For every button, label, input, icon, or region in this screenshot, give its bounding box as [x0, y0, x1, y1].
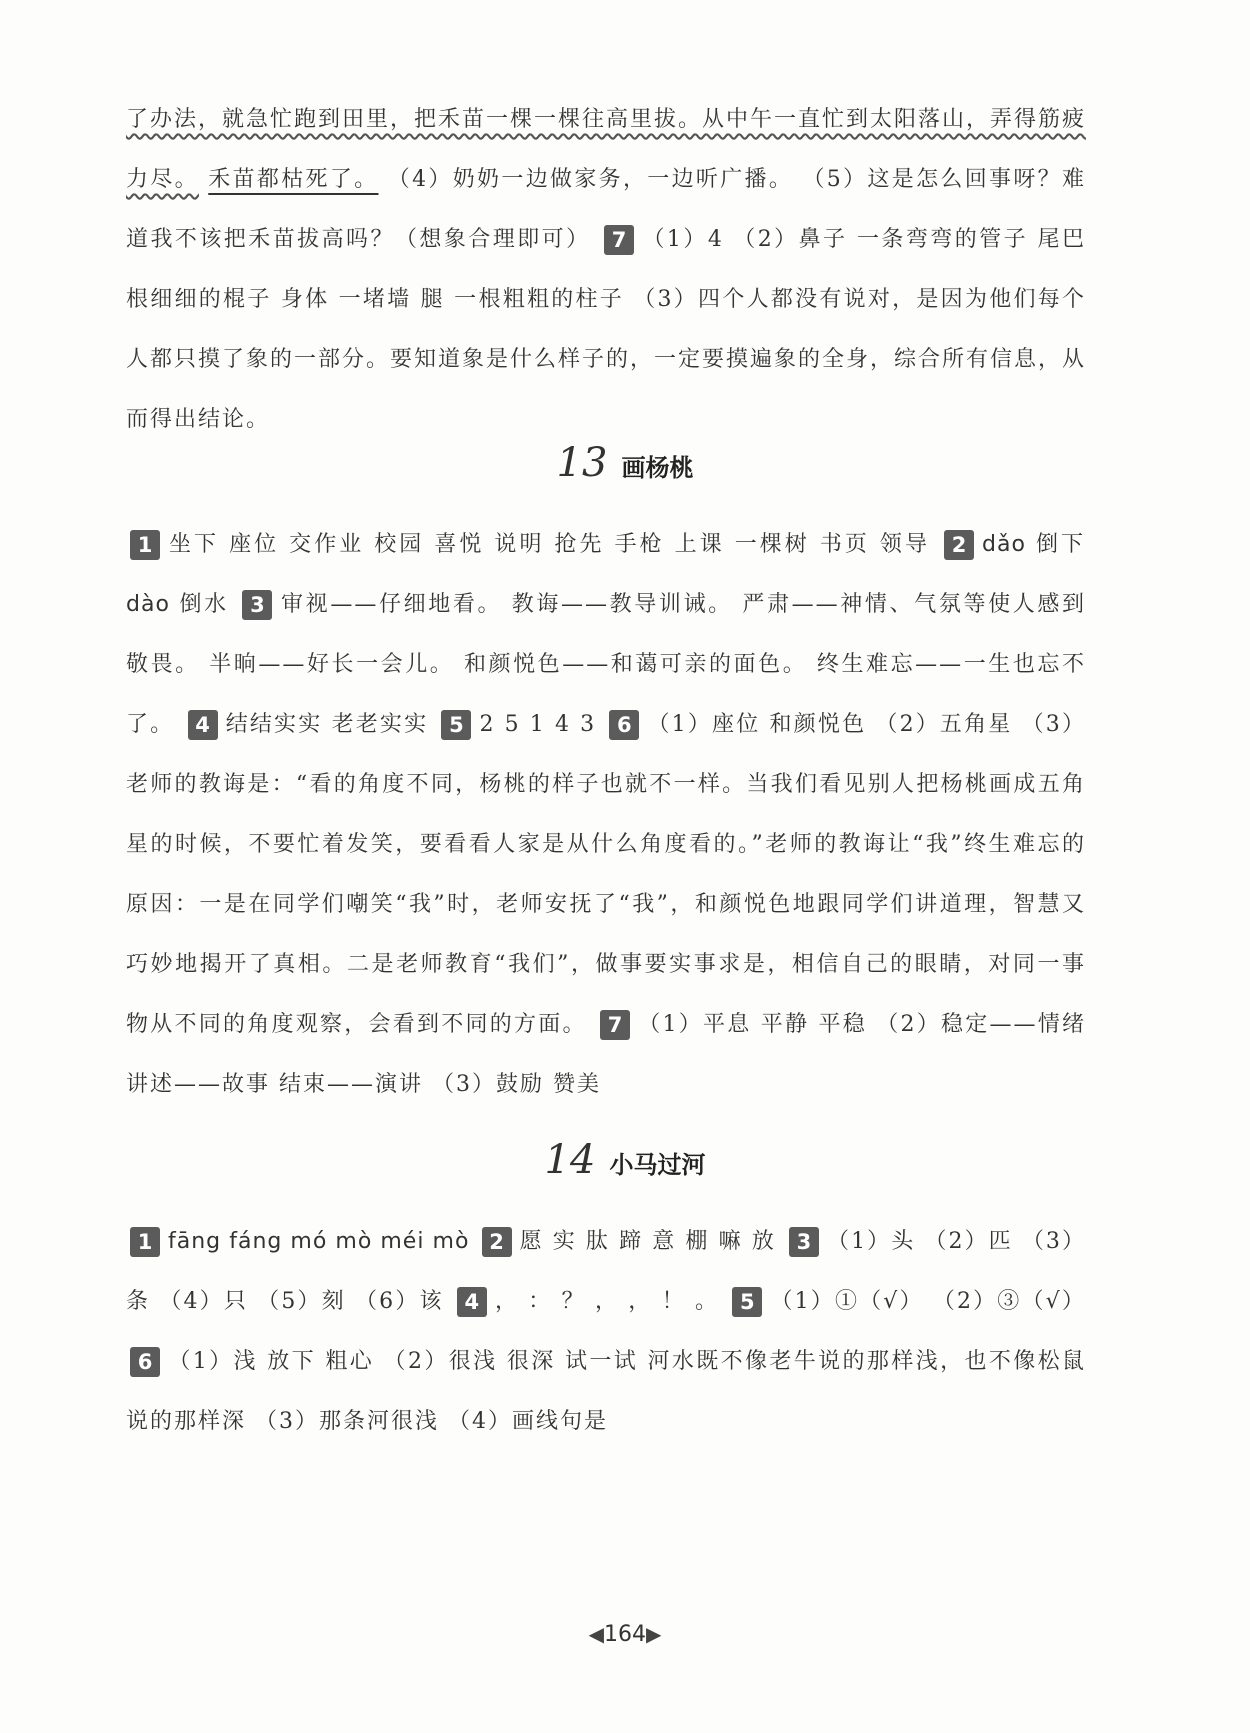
page-number-text: 164	[604, 1622, 646, 1647]
lesson-13-heading	[0, 440, 1250, 486]
question-number-badge: 7	[604, 225, 634, 255]
answer-text: 倒下	[1025, 532, 1086, 557]
pinyin-text: fāng fáng mó mò méi mò	[168, 1229, 478, 1254]
right-arrow-icon: ▶	[646, 1622, 662, 1646]
lesson-number: 13	[556, 440, 608, 486]
pinyin-text: dǎo	[982, 532, 1026, 557]
lesson-13-paragraph	[126, 515, 1086, 1115]
pinyin-text: dào	[126, 592, 170, 617]
underlined-text: 禾苗都枯死了。	[208, 167, 379, 192]
wavy-underlined-text: 了办法，就急忙跑到田里，把禾苗一棵一棵往高里拔。从中午一直忙到太阳落山，弄得筋疲力尽。	[126, 107, 1087, 192]
left-arrow-icon: ◀	[588, 1622, 604, 1646]
answer-text: （1）①（√） （2）③（√）	[770, 1289, 1086, 1314]
lesson-14-paragraph	[126, 1212, 1086, 1452]
lesson-13-answers	[126, 515, 1086, 1115]
lesson-title: 画杨桃	[621, 453, 694, 482]
answer-text: 坐下 座位 交作业 校园 喜悦 说明 抢先 手枪 上课 一棵树 书页 领导	[168, 532, 930, 557]
question-number-badge: 6	[609, 710, 639, 740]
answer-text: ， ： ？ ， ， ！ 。	[494, 1289, 720, 1314]
question-number-badge: 5	[441, 710, 471, 740]
answer-text: 2 5 1 4 3	[479, 712, 606, 737]
question-number-badge: 6	[130, 1347, 160, 1377]
answer-text: （1）浅 放下 粗心 （2）很浅 很深 试一试 河水既不像老牛说的那样浅，也不像松鼠说的那样深 （3）那条河很浅 （4）画线句是	[126, 1349, 1086, 1434]
lesson-14-answers	[126, 1212, 1086, 1452]
question-number-badge: 7	[600, 1010, 630, 1040]
question-number-badge: 3	[789, 1227, 819, 1257]
answer-text: 审视——仔细地看。 教诲——教导训诫。 严肃——神情、气氛等使人感到敬畏。 半晌——好长一会儿。 和颜悦色——和蔼可亲的面色。 终生难忘——一生也忘不了。	[126, 592, 1086, 737]
question-number-badge: 3	[242, 590, 272, 620]
answer-text: （1）座位 和颜悦色 （2）五角星 （3）老师的教诲是：“看的角度不同，杨桃的样子也就不一样。当我们看见别人把杨桃画成五角星的时候，不要忙着发笑，要看看人家是从什么角度看的。”老师的教诲让“我”终生难忘的原因：一是在同学们嘲笑“我”时，老师安抚了“我”，和颜悦色地跟同学们讲道理，智慧又巧妙地揭开了真相。二是老师教育“我们”，做事要实事求是，相信自己的眼睛，对同一事物从不同的角度观察，会看到不同的方面。	[126, 712, 1086, 1037]
prev-lesson-paragraph	[126, 90, 1086, 450]
answer-text: 愿 实 肽 蹄 意 棚 嘛 放	[519, 1229, 776, 1254]
answer-text: （4）奶奶一边做家务，一边听广播。 （5）这是怎么回事呀？难道我不该把禾苗拔高吗？（想象合理即可）	[126, 167, 1086, 252]
answer-text: 倒水	[169, 592, 239, 617]
question-number-badge: 1	[130, 1227, 160, 1257]
answer-text: 结结实实 老老实实	[225, 712, 438, 737]
answer-text: （1）4 （2）鼻子 一条弯弯的管子 尾巴 根细细的棍子 身体 一堵墙 腿 一根粗粗的柱子 （3）四个人都没有说对，是因为他们每个人都只摸了象的一部分。要知道象是什么样子的，一定要摸遍象的全身，综合所有信息，从而得出结论。	[126, 227, 1087, 432]
question-number-badge: 4	[457, 1287, 487, 1317]
answer-text: （1）平息 平静 平稳 （2）稳定——情绪 讲述——故事 结束——演讲 （3）鼓励 赞美	[126, 1012, 1086, 1097]
question-number-badge: 1	[130, 530, 160, 560]
question-number-badge: 5	[732, 1287, 762, 1317]
prev-lesson-answers	[126, 90, 1086, 450]
page-number	[0, 1622, 1250, 1647]
question-number-badge: 2	[944, 530, 974, 560]
question-number-badge: 2	[482, 1227, 512, 1257]
answer-text: （1）头 （2）匹 （3）条 （4）只 （5）刻 （6）该	[126, 1229, 1087, 1314]
question-number-badge: 4	[188, 710, 218, 740]
lesson-number: 14	[544, 1137, 596, 1183]
lesson-title: 小马过河	[609, 1150, 706, 1179]
lesson-14-heading	[0, 1137, 1250, 1183]
